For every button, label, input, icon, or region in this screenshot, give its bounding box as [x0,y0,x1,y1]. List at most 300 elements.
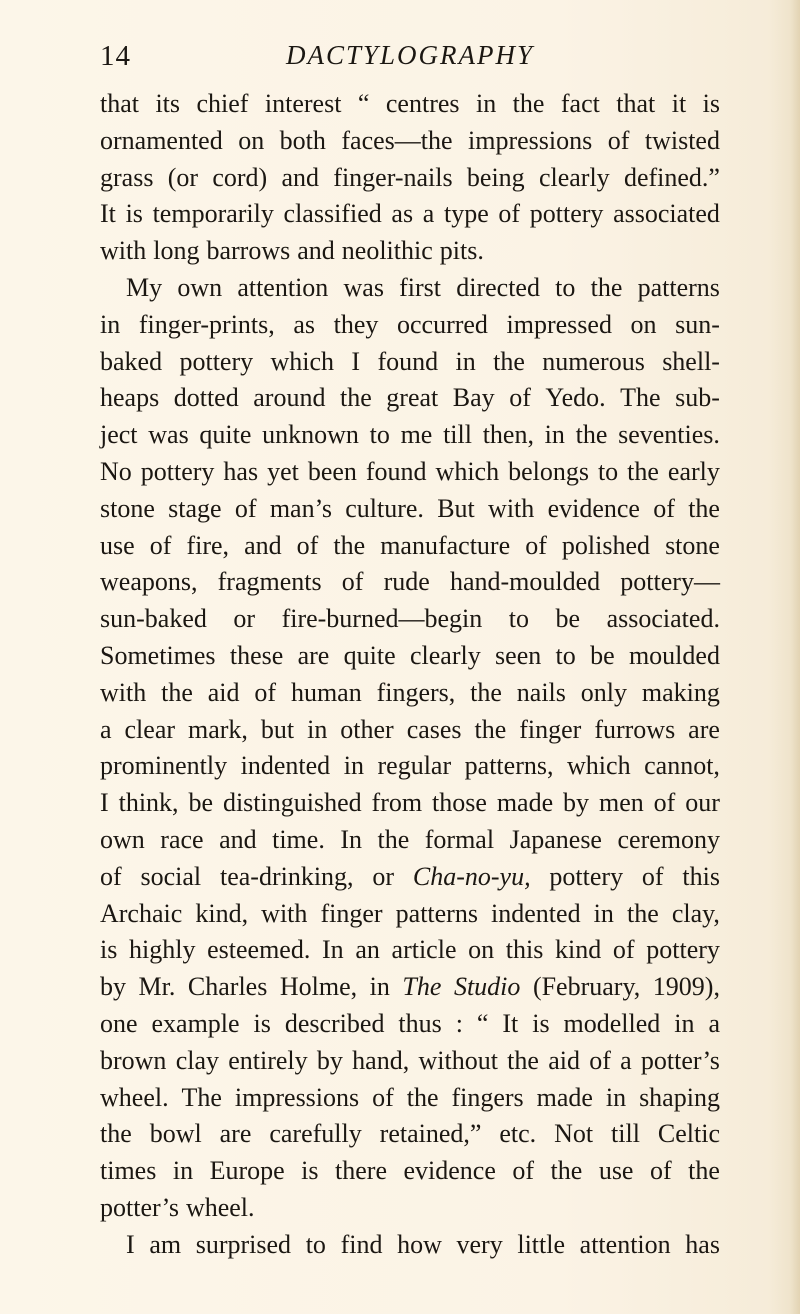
word: an [355,935,380,965]
word: the [688,493,720,523]
word: to [555,640,576,670]
word: of [589,1045,611,1075]
word: associated. [606,604,720,634]
word: neolithic [341,236,433,266]
word: with [488,493,535,523]
word: times [100,1156,157,1186]
word: belongs [508,456,589,486]
word: clay, [671,898,720,928]
word: great [386,383,439,413]
word: tea-drinking, [219,861,354,891]
word: around [253,383,326,413]
word: finger-prints, [138,309,275,339]
word: is [702,89,720,118]
word: interest [264,89,342,118]
word: how [397,1229,442,1259]
word: article [391,935,457,965]
word: shaping [639,1082,720,1112]
body-text [100,86,720,1264]
word: and [297,236,335,266]
word: of [653,788,676,818]
text-line [100,454,720,491]
word: use [598,1156,634,1186]
word: only [580,677,628,707]
word: to [508,604,530,634]
word: distinguished [222,788,362,818]
word: fire-burned—begin [281,604,483,634]
word: a [620,1045,632,1075]
word: heaps [100,383,160,413]
word: of [525,530,547,560]
word: “ [357,89,370,118]
word: Holme, [279,972,358,1002]
word: My [126,272,163,302]
text-line [100,491,720,528]
text-line [100,380,720,417]
word: quite [343,640,396,670]
word: brown [100,1045,167,1075]
word: pottery [646,935,720,965]
word: impressions [234,1082,360,1112]
word: both [279,125,326,155]
word: be [188,788,214,818]
word: the [507,1045,539,1075]
text-line [100,638,720,675]
word: the [512,89,545,118]
word: race [160,824,204,854]
word: men [598,788,644,818]
word: “ [476,1008,489,1038]
word: then, [482,420,534,450]
word: pottery [529,199,604,229]
text-line [100,785,720,822]
word: a [422,199,435,229]
text-line [100,601,720,638]
text-line [100,896,720,933]
word: which [435,456,500,486]
word: first [399,272,442,302]
word: in [172,1156,194,1186]
word: Sometimes [100,640,216,670]
word: ornamented [100,125,223,155]
word: in [369,972,390,1002]
word: of [653,493,675,523]
text-line [100,1080,720,1117]
word: occurred [397,309,488,339]
word: (or [167,162,199,192]
word: kind, [195,898,249,928]
word: of [512,1156,535,1186]
word: that [616,89,656,118]
word: is [301,1156,319,1186]
word: It [100,199,116,229]
word: with [100,236,147,266]
word: polished [561,530,651,560]
word: highly [129,935,196,965]
word: It [502,1008,519,1038]
word: as [391,199,414,229]
word: Archaic [100,898,183,928]
word: the [627,456,659,486]
word: attention [237,272,329,302]
text-line [100,675,720,712]
word: aid [207,677,240,707]
word: the [161,677,193,707]
word: pottery— [620,567,720,597]
word: of [296,530,319,560]
word: the [470,677,502,707]
word: find [340,1229,383,1259]
word: with [100,677,147,707]
word: of [254,677,277,707]
word: stone [665,530,720,560]
word: fingers [451,1082,524,1112]
word: of [509,383,531,413]
word: be [590,640,615,670]
word: and [244,530,282,560]
word: own [100,824,145,854]
word: in [343,751,364,781]
word: or [233,604,256,634]
word: hand, [352,1045,410,1075]
word: sun-baked [100,604,207,634]
word: prominently [100,751,228,781]
word: I [351,346,361,376]
text-line [100,233,720,270]
word: other [340,714,394,744]
word: finger [320,898,383,928]
word: me [400,420,433,450]
word: In [322,935,344,965]
word: The [402,972,442,1002]
word: stone [100,493,155,523]
word: of [372,1082,394,1112]
word: ject [100,420,138,450]
word: early [667,456,720,486]
word: weapons, [100,567,198,597]
word: making [641,677,720,707]
word: is [253,1008,271,1038]
word: in [475,89,497,118]
word: thus [398,1008,442,1038]
text-line [100,822,720,859]
word: I [100,788,109,818]
word: or [372,861,395,891]
word: stage [168,493,222,523]
word: type [443,199,489,229]
word: seen [495,640,542,670]
word: in [674,1008,695,1038]
word: fact [560,89,600,118]
text-line [100,160,720,197]
word: : [455,1008,463,1038]
text-line [100,748,720,785]
word: be [555,604,581,634]
text-line [100,344,720,381]
text-line [100,1153,720,1190]
word: Not [554,1119,594,1149]
word: impressions [468,125,593,155]
word: its [155,89,181,118]
word: shell- [662,346,720,376]
word: on [468,935,495,965]
word: defined.” [623,162,720,192]
word: manufacture [380,530,511,560]
word: little [517,1229,566,1259]
word: patterns [395,898,478,928]
text-line [100,123,720,160]
word: Bay [452,383,495,413]
word: has [685,1229,720,1259]
word: by [316,1045,343,1075]
word: pottery [140,456,215,486]
word: the [550,1156,583,1186]
word: a [100,714,112,744]
word: directed [456,272,540,302]
page-header [100,40,720,76]
word: the [590,272,623,302]
word: Celtic [657,1119,720,1149]
page-edge [790,0,800,1314]
word: the [340,383,372,413]
word: the [493,346,525,376]
word: sun- [675,309,720,339]
text-line [100,307,720,344]
word: cord) [212,162,268,192]
word: faces—the [341,125,453,155]
word: bowl [149,1119,202,1149]
word: it [671,89,687,118]
text-line [100,528,720,565]
word: ceremony [617,824,720,854]
word: the [626,898,659,928]
word: man’s [269,493,332,523]
word: of [149,530,172,560]
word: in [100,309,121,339]
word: wheel. [100,1082,169,1112]
word: of [612,935,635,965]
page-number: 14 [100,40,131,72]
word: the [100,1119,132,1149]
word: of [649,1156,672,1186]
word: chief [196,89,249,118]
word: think, [118,788,179,818]
word: regular [377,751,452,781]
word: without [418,1045,498,1075]
word: kind [555,935,602,965]
word: of [641,861,664,891]
word: evidence [547,493,640,523]
word: on [238,125,265,155]
text-line [100,196,720,233]
word: as [293,309,316,339]
word: by [563,788,590,818]
word: human [290,677,362,707]
word: found [365,456,427,486]
word: am [149,1229,182,1259]
text-line [100,86,720,123]
word: our [685,788,720,818]
word: social [140,861,202,891]
word: barrows [206,236,291,266]
word: there [335,1156,387,1186]
word: pottery [179,346,254,376]
word: impressed [506,309,612,339]
text-line [100,712,720,749]
word: seventies. [618,420,720,450]
word: of [498,199,521,229]
word: those [432,788,487,818]
word: use [100,530,135,560]
word: is [125,199,143,229]
word: associated [613,199,720,229]
word: in [593,898,614,928]
word: the [474,714,507,744]
word: fingers, [376,677,456,707]
word: No [100,456,132,486]
word: has [223,456,259,486]
word: quite [199,420,252,450]
text-line [100,1116,720,1153]
word: own [177,272,223,302]
word: this [682,861,720,891]
word: esteemed. [207,935,311,965]
word: are [219,1119,252,1149]
word: The [181,1082,222,1112]
word: been [307,456,357,486]
word: etc. [499,1119,537,1149]
word: till [611,1119,640,1149]
word: indented [491,898,581,928]
word: and [219,824,257,854]
word: attention [579,1229,671,1259]
word: patterns, [464,751,554,781]
text-line [100,270,720,307]
word: in [544,420,565,450]
word: retained,” [379,1119,482,1149]
word: clear [124,714,176,744]
word: found [377,346,439,376]
word: hand-moulded [449,567,601,597]
word: evidence [403,1156,496,1186]
word: to [555,272,576,302]
running-title: DACTYLOGRAPHY [285,40,535,70]
word: to [305,1229,326,1259]
word: are [688,714,720,744]
word: but [260,714,295,744]
word: yet [267,456,299,486]
text-line [100,932,720,969]
word: Studio [453,972,521,1002]
text-line [100,1043,720,1080]
word: made [496,788,554,818]
word: pottery [549,861,624,891]
word: fire, [186,530,230,560]
text-line [100,1227,720,1264]
word: was [148,420,189,450]
word: the [688,1156,720,1186]
word: pits. [439,236,484,266]
word: rude [383,567,430,597]
word: one [100,1008,138,1038]
text-line [100,1006,720,1043]
word: from [371,788,423,818]
word: indented [240,751,331,781]
word: 1909), [652,972,720,1002]
word: clay [175,1045,219,1075]
word: twisted [644,125,720,155]
word: moulded [628,640,720,670]
word: in [455,346,476,376]
word: surprised [195,1229,292,1259]
word: I [126,1229,135,1259]
word: classified [283,199,382,229]
word: finger-nails [333,162,453,192]
word: baked [100,346,163,376]
word: patterns [637,272,720,302]
word: of [234,493,257,523]
word: is [532,1008,550,1038]
text-line [100,859,720,896]
word: described [284,1008,385,1038]
word: in [605,1082,627,1112]
word: furrows [594,714,676,744]
word: But [437,493,475,523]
word: Japanese [509,824,602,854]
word: long [153,236,200,266]
word: Mr. [138,972,176,1002]
word: by [100,972,126,1002]
word: the [406,1082,439,1112]
word: of [341,567,364,597]
word: finger [519,714,582,744]
word: of [607,125,630,155]
word: mark, [188,714,248,744]
word: modelled [563,1008,661,1038]
word: of [100,861,122,891]
word: unknown [262,420,359,450]
word: cases [406,714,462,744]
word: these [229,640,284,670]
word: made [536,1082,593,1112]
word: being [466,162,525,192]
word: and [281,162,320,192]
word: numerous [542,346,645,376]
word: the [575,420,608,450]
word: Europe [209,1156,285,1186]
word: temporarily [152,199,274,229]
word: dotted [173,383,239,413]
word: formal [424,824,495,854]
word: example [151,1008,240,1038]
text-line [100,969,720,1006]
word: centres [385,89,460,118]
word: was [343,272,384,302]
word: nails [516,677,566,707]
word: with [261,898,308,928]
word: in [307,714,328,744]
word: this [505,935,544,965]
word: entirely [228,1045,308,1075]
word: potter’s [100,1192,179,1222]
word: the [333,530,366,560]
word: wheel. [185,1192,255,1222]
word: Yedo. [545,383,606,413]
word: the [377,824,410,854]
word: sub- [675,383,720,413]
word: carefully [269,1119,362,1149]
word: aid [548,1045,580,1075]
